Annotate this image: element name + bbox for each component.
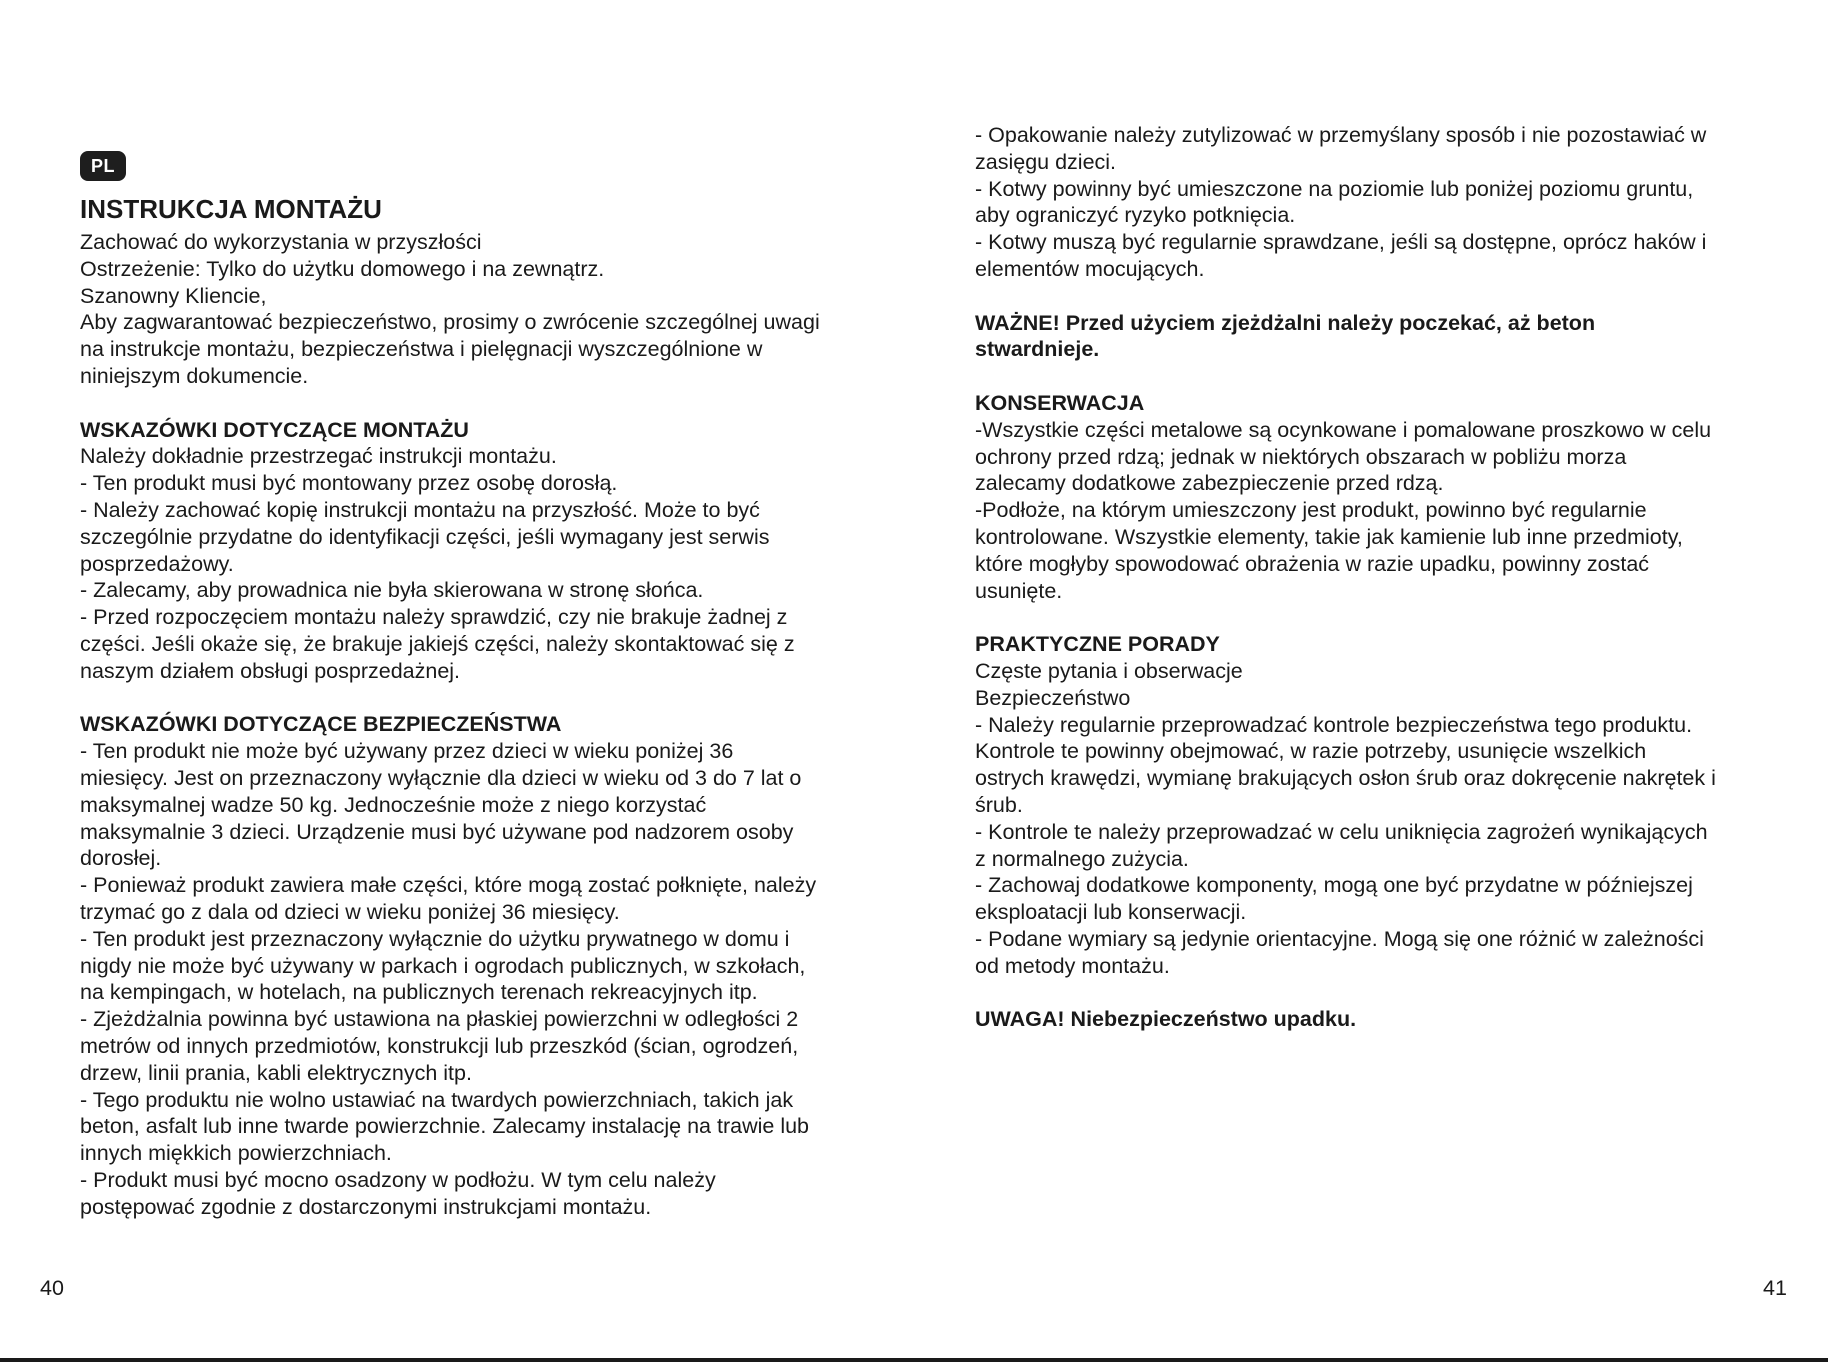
text-line: innych miękkich powierzchniach. — [80, 1141, 392, 1166]
text-line: - Zachowaj dodatkowe komponenty, mogą one być przydatne w późniejszej — [975, 873, 1693, 898]
text-line: Szanowny Kliencie, — [80, 283, 267, 308]
text-line: - Produkt musi być mocno osadzony w podłożu. W tym celu należy — [80, 1167, 716, 1192]
left-column — [80, 229, 860, 1220]
text-line: metrów od innych przedmiotów, konstrukcji lub przeszkód (ścian, ogrodzeń, — [80, 1033, 799, 1058]
text-line: Należy dokładnie przestrzegać instrukcji montażu. — [80, 444, 557, 469]
right-column — [975, 122, 1755, 1033]
bottom-rule — [0, 1358, 1828, 1362]
document-title: INSTRUKCJA MONTAŻU — [80, 194, 382, 224]
text-line: miesięcy. Jest on przeznaczony wyłącznie dla dzieci w wieku od 3 do 7 lat o — [80, 765, 802, 790]
paragraph-gap — [975, 604, 1755, 631]
text-line: - Ten produkt musi być montowany przez osobę dorosłą. — [80, 471, 618, 496]
text-line: -Podłoże, na którym umieszczony jest produkt, powinno być regularnie — [975, 498, 1647, 523]
text-line: beton, asfalt lub inne twarde powierzchnie. Zalecamy instalację na trawie lub — [80, 1114, 810, 1139]
text-line: - Zjeżdżalnia powinna być ustawiona na płaskiej powierzchni w odległości 2 — [80, 1007, 799, 1032]
text-line: śrub. — [975, 792, 1023, 817]
text-line: - Ten produkt nie może być używany przez dzieci w wieku poniżej 36 — [80, 739, 734, 764]
text-line: na kempingach, w hotelach, na publicznych terenach rekreacyjnych itp. — [80, 980, 758, 1005]
text-line: usunięte. — [975, 578, 1063, 603]
text-line: - Opakowanie należy zutylizować w przemyślany sposób i nie pozostawiać w — [975, 123, 1707, 147]
text-line: elementów mocujących. — [975, 256, 1205, 281]
paragraph-gap — [975, 283, 1755, 310]
text-line: nigdy nie może być używany w parkach i ogrodach publicznych, w szkołach, — [80, 953, 806, 978]
text-line: na instrukcje montażu, bezpieczeństwa i pielęgnacji wyszczególnione w — [80, 337, 763, 362]
text-line: eksploatacji lub konserwacji. — [975, 900, 1247, 925]
text-line: kontrolowane. Wszystkie elementy, takie jak kamienie lub inne przedmioty, — [975, 524, 1683, 549]
text-line: - Ponieważ produkt zawiera małe części, które mogą zostać połknięte, należy — [80, 873, 817, 898]
paragraph-gap — [80, 685, 860, 712]
text-line: od metody montażu. — [975, 953, 1170, 978]
text-line: - Kotwy powinny być umieszczone na poziomie lub poniżej poziomu gruntu, — [975, 176, 1694, 201]
text-line: Bezpieczeństwo — [975, 685, 1131, 710]
text-line: z normalnego zużycia. — [975, 846, 1189, 871]
text-line: zalecamy dodatkowe zabezpieczenie przed rdzą. — [975, 471, 1444, 496]
text-line: Zachować do wykorzystania w przyszłości — [80, 230, 482, 254]
text-line: naszym działem obsługi posprzedażnej. — [80, 658, 461, 683]
section-heading: WAŻNE! Przed użyciem zjeżdżalni należy poczekać, aż beton — [975, 310, 1596, 335]
text-line: - Należy regularnie przeprowadzać kontrole bezpieczeństwa tego produktu. — [975, 712, 1693, 737]
page-number-left: 40 — [40, 1276, 64, 1300]
text-line: ostrych krawędzi, wymianę brakujących osłon śrub oraz dokręcenie nakrętek i — [975, 766, 1716, 791]
text-line: aby ograniczyć ryzyko potknięcia. — [975, 203, 1296, 228]
text-line: - Przed rozpoczęciem montażu należy sprawdzić, czy nie brakuje żadnej z — [80, 605, 788, 630]
text-line: - Kotwy muszą być regularnie sprawdzane, jeśli są dostępne, oprócz haków i — [975, 230, 1707, 255]
text-line: zasięgu dzieci. — [975, 149, 1117, 174]
text-line: - Należy zachować kopię instrukcji montażu na przyszłość. Może to być — [80, 497, 760, 522]
section-heading: KONSERWACJA — [975, 390, 1145, 415]
text-line: - Ten produkt jest przeznaczony wyłącznie do użytku prywatnego w domu i — [80, 926, 790, 951]
text-line: które mogłyby spowodować obrażenia w razie upadku, powinny zostać — [975, 551, 1650, 576]
section-heading: PRAKTYCZNE PORADY — [975, 632, 1220, 657]
text-line: części. Jeśli okaże się, że brakuje jakiejś części, należy skontaktować się z — [80, 631, 795, 656]
paragraph-gap — [975, 980, 1755, 1007]
section-heading: UWAGA! Niebezpieczeństwo upadku. — [975, 1007, 1357, 1032]
paragraph-gap — [80, 390, 860, 417]
text-line: ochrony przed rdzą; jednak w niektórych obszarach w pobliżu morza — [975, 444, 1627, 469]
text-line: postępować zgodnie z dostarczonymi instrukcjami montażu. — [80, 1194, 652, 1219]
text-line: drzew, linii prania, kabli elektrycznych itp. — [80, 1060, 472, 1085]
page-number-right: 41 — [1763, 1276, 1787, 1300]
section-heading: stwardnieje. — [975, 337, 1100, 362]
text-line: niniejszym dokumencie. — [80, 363, 309, 388]
text-line: -Wszystkie części metalowe są ocynkowane i pomalowane proszkowo w celu — [975, 417, 1712, 442]
text-line: - Tego produktu nie wolno ustawiać na twardych powierzchniach, takich jak — [80, 1087, 794, 1112]
text-line: trzymać go z dala od dzieci w wieku poniżej 36 miesięcy. — [80, 899, 620, 924]
section-heading: WSKAZÓWKI DOTYCZĄCE BEZPIECZEŃSTWA — [80, 712, 562, 737]
text-line: Ostrzeżenie: Tylko do użytku domowego i na zewnątrz. — [80, 256, 605, 281]
text-line: szczególnie przydatne do identyfikacji części, jeśli wymagany jest serwis — [80, 524, 770, 549]
text-line: - Zalecamy, aby prowadnica nie była skierowana w stronę słońca. — [80, 578, 704, 603]
paragraph-gap — [975, 363, 1755, 390]
text-line: maksymalnie 3 dzieci. Urządzenie musi być używane pod nadzorem osoby — [80, 819, 794, 844]
text-line: posprzedażowy. — [80, 551, 234, 576]
text-line: - Kontrole te należy przeprowadzać w celu uniknięcia zagrożeń wynikających — [975, 819, 1708, 844]
text-line: - Podane wymiary są jedynie orientacyjne. Mogą się one różnić w zależności — [975, 926, 1704, 951]
language-badge: PL — [80, 151, 126, 181]
text-line: dorosłej. — [80, 846, 162, 871]
text-line: Częste pytania i obserwacje — [975, 658, 1243, 683]
text-line: maksymalnej wadze 50 kg. Jednocześnie może z niego korzystać — [80, 792, 707, 817]
text-line: Kontrole te powinny obejmować, w razie potrzeby, usunięcie wszelkich — [975, 739, 1647, 764]
text-line: Aby zagwarantować bezpieczeństwo, prosimy o zwrócenie szczególnej uwagi — [80, 310, 820, 335]
section-heading: WSKAZÓWKI DOTYCZĄCE MONTAŻU — [80, 417, 469, 442]
